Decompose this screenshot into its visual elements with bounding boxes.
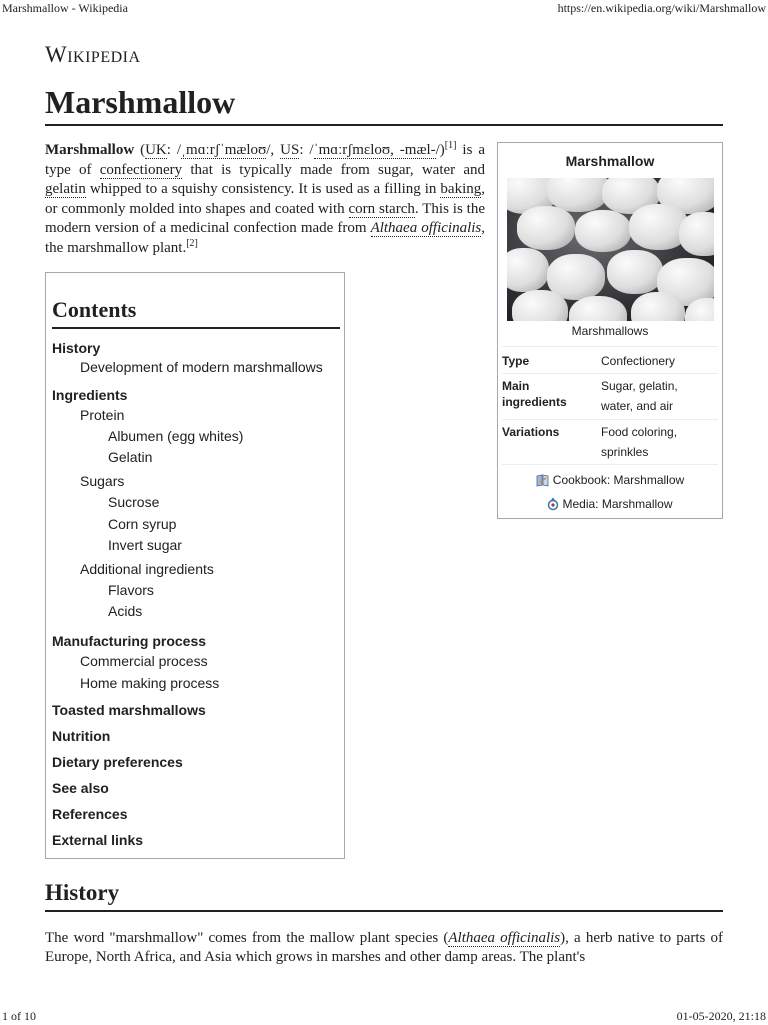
page-counter: 1 of 10 <box>2 1009 36 1023</box>
toc-item-invert-sugar[interactable]: Invert sugar <box>108 537 182 553</box>
lead-paragraph <box>45 141 485 258</box>
toc-item-albumen[interactable]: Albumen (egg whites) <box>108 428 244 444</box>
history-text: The word "marshmallow" comes from the mallow plant species ( <box>45 930 449 946</box>
table-of-contents <box>45 272 345 859</box>
lead-text: /) <box>435 142 445 158</box>
lead-bold-term: Marshmallow <box>45 142 135 158</box>
infobox-value[interactable]: sprinkles <box>601 445 649 459</box>
gelatin-link[interactable]: gelatin <box>45 181 86 197</box>
toc-item-manufacturing[interactable]: Manufacturing process <box>52 633 207 649</box>
toc-item-acids[interactable]: Acids <box>108 603 143 619</box>
infobox-key: ingredients <box>502 395 567 409</box>
marshmallows-photo[interactable] <box>507 178 714 321</box>
toc-item-home-making[interactable]: Home making process <box>80 675 220 691</box>
toc-title: Contents <box>52 297 137 322</box>
wikipedia-logo[interactable] <box>45 42 141 68</box>
us-ipa-link[interactable]: ˈmɑːrʃmɛloʊ, -mæl- <box>313 142 436 158</box>
infobox-title: Marshmallow <box>565 153 655 169</box>
lead-text: whipped to a squishy consistency. It is used as a filling in <box>85 181 441 197</box>
section-divider <box>45 910 723 912</box>
toc-item-sugars[interactable]: Sugars <box>80 473 125 489</box>
toc-item-additional[interactable]: Additional ingredients <box>80 561 214 577</box>
lead-text: . This is the modern version of a medicinal confection made from <box>45 200 485 236</box>
history-text: ), a herb native to parts of Europe, North Africa, and Asia which grows in marshes and other damp areas. The plant's <box>45 930 723 965</box>
print-timestamp: 01-05-2020, 21:18 <box>676 1009 766 1023</box>
section-heading-history: History <box>45 880 120 905</box>
infobox-image-caption: Marshmallows <box>571 324 649 338</box>
lead-text: , the marshmallow plant. <box>45 220 486 256</box>
infobox-value[interactable]: Sugar, gelatin, <box>601 379 678 393</box>
toc-item-ingredients[interactable]: Ingredients <box>52 387 128 403</box>
history-paragraph <box>45 929 723 967</box>
toc-item-references[interactable]: References <box>52 806 128 822</box>
infobox-value[interactable]: Food coloring, <box>601 425 678 439</box>
print-header-url[interactable]: https://en.wikipedia.org/wiki/Marshmallow <box>557 1 766 15</box>
toc-item-see-also[interactable]: See also <box>52 780 109 796</box>
infobox <box>497 142 723 519</box>
toc-item-history[interactable]: History <box>52 340 101 356</box>
reference-2[interactable]: [2] <box>186 237 198 249</box>
toc-item-gelatin[interactable]: Gelatin <box>108 449 153 465</box>
uk-link[interactable]: UK <box>145 142 167 158</box>
lead-text: : / <box>299 142 314 158</box>
infobox-key: Type <box>502 354 530 368</box>
toc-item-development[interactable]: Development of modern marshmallows <box>80 359 323 375</box>
lead-text: is a type of <box>45 142 485 178</box>
infobox-row-main-ingredients <box>502 373 718 420</box>
toc-item-toasted[interactable]: Toasted marshmallows <box>52 702 206 718</box>
lead-text: : / <box>166 142 182 158</box>
wikipedia-wordmark: Wikipedia <box>45 42 141 67</box>
page-title: Marshmallow <box>45 84 236 120</box>
toc-item-external-links[interactable]: External links <box>52 832 144 848</box>
toc-item-flavors[interactable]: Flavors <box>108 582 154 598</box>
cookbook-link[interactable] <box>498 472 722 488</box>
toc-item-protein[interactable]: Protein <box>80 407 125 423</box>
infobox-value[interactable]: Confectionery <box>601 354 676 368</box>
infobox-divider <box>502 464 718 465</box>
confectionery-link[interactable]: confectionery <box>99 161 183 178</box>
lead-text: /, <box>266 142 281 158</box>
reference-1[interactable]: [1] <box>444 140 457 151</box>
print-footer <box>0 1009 768 1025</box>
infobox-row-variations <box>502 419 718 466</box>
toc-item-commercial[interactable]: Commercial process <box>80 653 208 669</box>
cookbook-link-label: Cookbook: Marshmallow <box>552 473 685 487</box>
title-divider <box>45 124 723 126</box>
commons-media-icon <box>547 497 559 511</box>
althaea-link[interactable]: Althaea officinalis <box>370 220 482 236</box>
lead-text: , or commonly molded into shapes and coated with <box>45 181 485 217</box>
infobox-key: Variations <box>502 425 560 439</box>
print-header-title: Marshmallow - Wikipedia <box>2 1 128 15</box>
toc-divider <box>52 327 340 329</box>
althaea-officinalis-link[interactable]: Althaea officinalis <box>448 930 561 946</box>
toc-item-nutrition[interactable]: Nutrition <box>52 728 111 744</box>
print-header <box>0 1 768 17</box>
toc-item-sucrose[interactable]: Sucrose <box>108 494 160 510</box>
lead-text: ( <box>134 142 146 158</box>
toc-item-dietary[interactable]: Dietary preferences <box>52 754 183 770</box>
lead-text: that is typically made from sugar, water and <box>182 161 485 178</box>
toc-item-corn-syrup[interactable]: Corn syrup <box>108 516 177 532</box>
infobox-key: Main <box>502 379 530 393</box>
uk-ipa-link[interactable]: ˌmɑːrʃˈmæloʊ <box>181 142 267 158</box>
cookbook-icon <box>536 473 550 487</box>
infobox-row-type <box>502 346 718 375</box>
media-link[interactable] <box>498 496 722 512</box>
infobox-value[interactable]: water, and air <box>601 399 674 413</box>
baking-link[interactable]: baking <box>440 181 482 197</box>
corn-starch-link[interactable]: corn starch <box>348 200 415 217</box>
media-link-label: Media: Marshmallow <box>562 497 673 511</box>
us-link[interactable]: US <box>280 142 300 158</box>
